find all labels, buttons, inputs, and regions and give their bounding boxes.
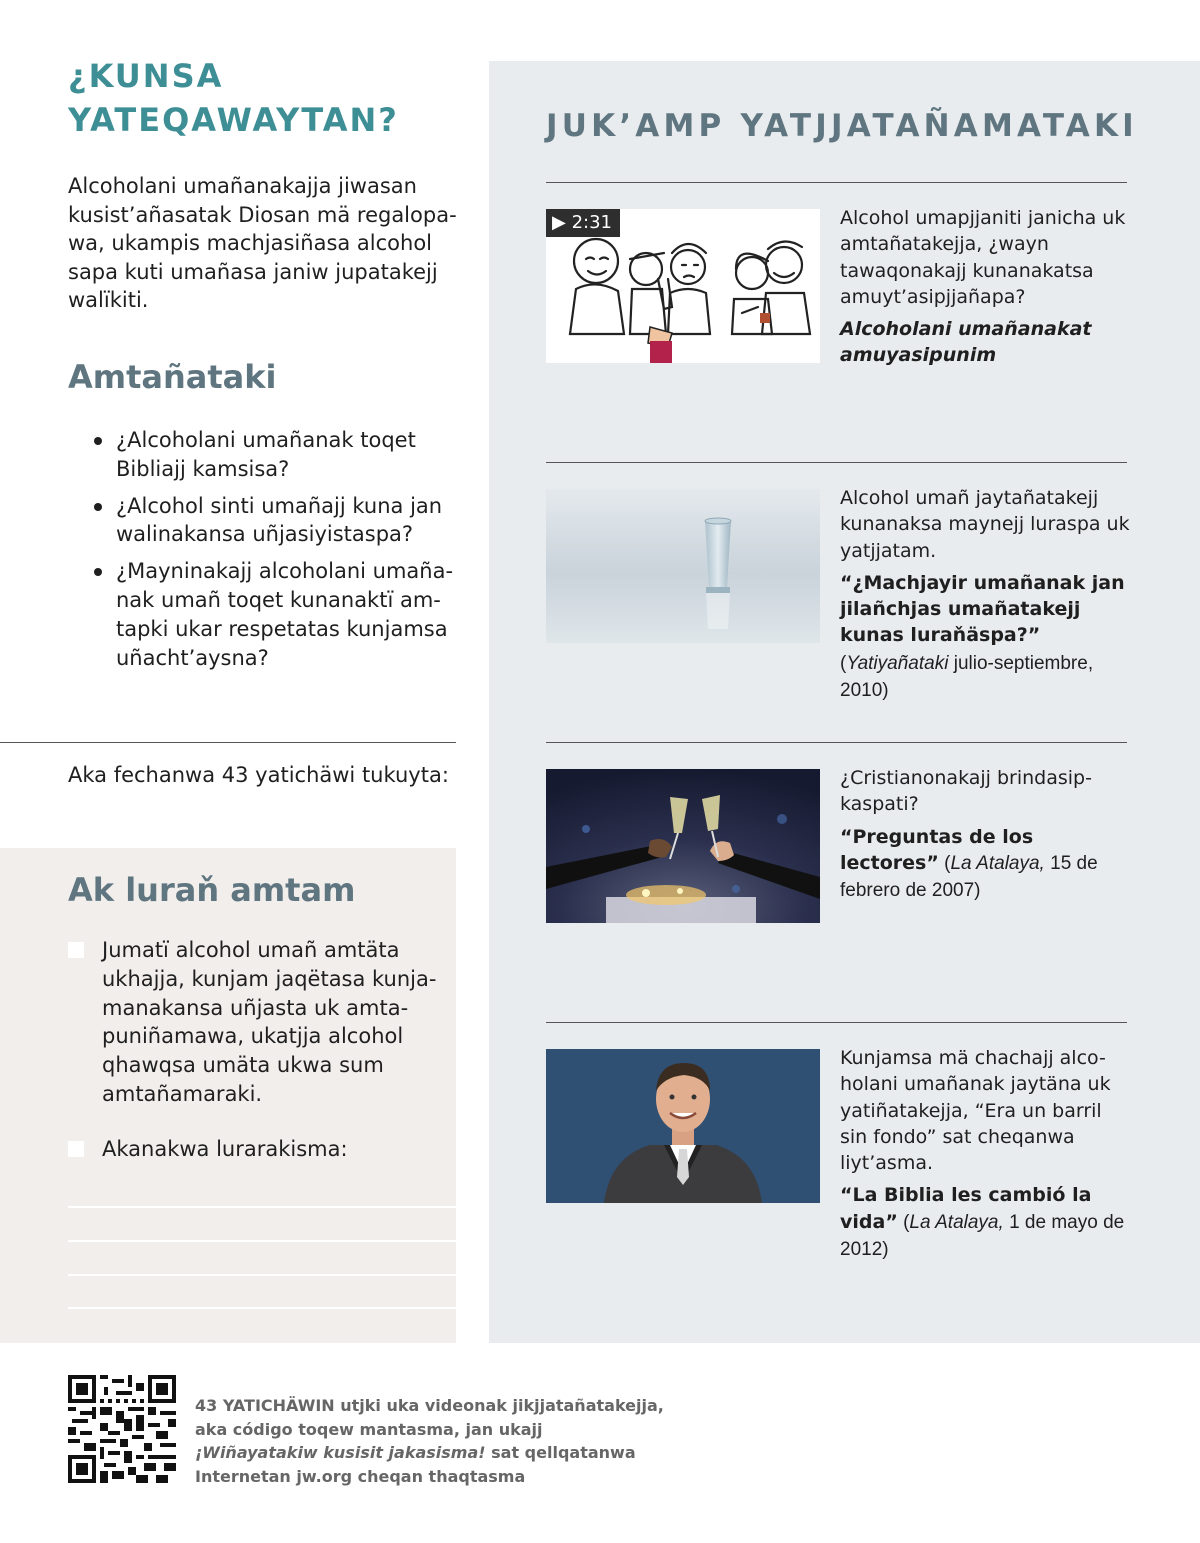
page-title: ¿KUNSA YATEQAWAYTAN?	[68, 57, 399, 139]
writing-line[interactable]	[68, 1240, 456, 1242]
smiling-man-image	[546, 1049, 820, 1203]
study-item-text	[840, 765, 1130, 904]
divider	[546, 462, 1127, 463]
question-item: ¿Mayninakajj alcoholani umaña-nak umañ toqet kunanaktï am-tapki ukar respetatas kunjamsa uñacht’aysna?	[116, 557, 461, 672]
article-link[interactable]	[840, 824, 1130, 905]
footer-text-part: 43 YATICHÄWIN utjki uka videonak jikjjatañatakejja, aka código toqew mantasma, jan ukajj	[195, 1396, 664, 1439]
study-item-text	[840, 1045, 1130, 1263]
qr-code-icon[interactable]	[68, 1375, 176, 1483]
intro-paragraph: Alcoholani umañanakajja jiwasan kusist’añasatak Diosan mä regalopa-wa, ukampis machjasiñasa alcohol sapa kuti umañasa janiw jupatakejj walïkiti.	[68, 174, 457, 313]
divider	[0, 742, 456, 743]
study-item-description: ¿Cristianonakajj brindasip-kaspati?	[840, 767, 1092, 816]
goal-text: Akanakwa lurarakisma:	[102, 1136, 348, 1161]
citation-publication: La Atalaya,	[909, 1211, 1004, 1233]
article-link-title[interactable]: “Preguntas de los lectores”	[840, 825, 1034, 874]
goal-text: Jumatï alcohol umañ amtäta ukhajja, kunjam jaqëtasa kunja-manakansa uñjasta uk amta-puniñamawa, ukatjja alcohol qhawqsa umäta ukwa sum amtañamaraki.	[102, 938, 437, 1106]
article-thumbnail[interactable]	[546, 489, 820, 643]
citation-date: 1 de mayo de 2012)	[840, 1211, 1125, 1261]
study-item-description: Kunjamsa mä chachajj alco-holani umañanak jaytäna uk yatiñatakejja, “Era un barril sin fondo” sat cheqanwa liyt’asma.	[840, 1047, 1111, 1175]
study-item-description: Alcohol umapjjaniti janicha uk amtañatakejja, ¿wayn tawaqonakajj kunanakatsa amuyt’asipjjañapa?	[840, 207, 1126, 308]
study-item-text	[840, 485, 1130, 704]
divider	[546, 1022, 1127, 1023]
question-item: ¿Alcoholani umañanak toqet Bibliajj kamsisa?	[116, 426, 461, 484]
article-thumbnail[interactable]	[546, 1049, 820, 1203]
footer-note	[195, 1394, 665, 1488]
question-item: ¿Alcohol sinti umañajj kuna jan walinakansa uñjasiyistaspa?	[116, 492, 461, 550]
further-study-title: JUK’AMP YATJJATAÑAMATAKI	[546, 108, 1138, 144]
study-item-text	[840, 205, 1130, 369]
divider	[546, 742, 1127, 743]
citation-publication: La Atalaya,	[950, 852, 1045, 874]
video-thumbnail[interactable]	[546, 209, 820, 363]
footer-book-title: ¡Wiñayatakiw kusisit jakasisma!	[195, 1443, 486, 1462]
goals-checklist	[68, 936, 448, 1190]
citation-date: julio-septiembre, 2010)	[840, 652, 1094, 702]
article-link-title[interactable]: “La Biblia les cambió la vida”	[840, 1184, 1092, 1233]
video-link[interactable]: Alcoholani umañanakat amuyasipunim	[840, 318, 1092, 367]
citation-open: (	[897, 1211, 910, 1233]
study-item-description: Alcohol umañ jaytañatakejj kunanaksa maynejj luraspa uk yatjjatam.	[840, 487, 1130, 562]
empty-glass-image	[546, 489, 820, 643]
goal-item	[68, 936, 448, 1109]
article-thumbnail[interactable]	[546, 769, 820, 923]
checkbox[interactable]	[68, 942, 84, 958]
divider	[546, 182, 1127, 183]
goals-heading: Ak luraň amtam	[68, 871, 356, 909]
writing-line[interactable]	[68, 1307, 456, 1309]
questions-list	[116, 426, 461, 680]
article-link[interactable]	[840, 570, 1130, 704]
citation-date: 15 de febrero de 2007)	[840, 852, 1098, 902]
champagne-toast-image	[546, 769, 820, 923]
article-link-title[interactable]: “¿Machjayir umañanak jan jilañchjas umañatakejj kunas luraňäspa?”	[840, 571, 1125, 647]
goal-item	[68, 1135, 448, 1164]
citation-open: (	[938, 852, 951, 874]
writing-line[interactable]	[68, 1274, 456, 1276]
citation-publication: Yatiyañataki	[846, 652, 949, 674]
checkbox[interactable]	[68, 1141, 84, 1157]
footer-text-part: sat qellqatanwa Internetan jw.org cheqan thaqtasma	[195, 1443, 636, 1486]
article-link[interactable]	[840, 1182, 1130, 1263]
writing-line[interactable]	[68, 1206, 456, 1208]
completion-date-label: Aka fechanwa 43 yatichäwi tukuyta:	[68, 763, 449, 787]
video-duration-badge: ▶ 2:31	[546, 209, 620, 237]
questions-heading: Amtañataki	[68, 358, 277, 396]
citation	[840, 653, 1093, 701]
citation-open: (	[840, 652, 847, 674]
